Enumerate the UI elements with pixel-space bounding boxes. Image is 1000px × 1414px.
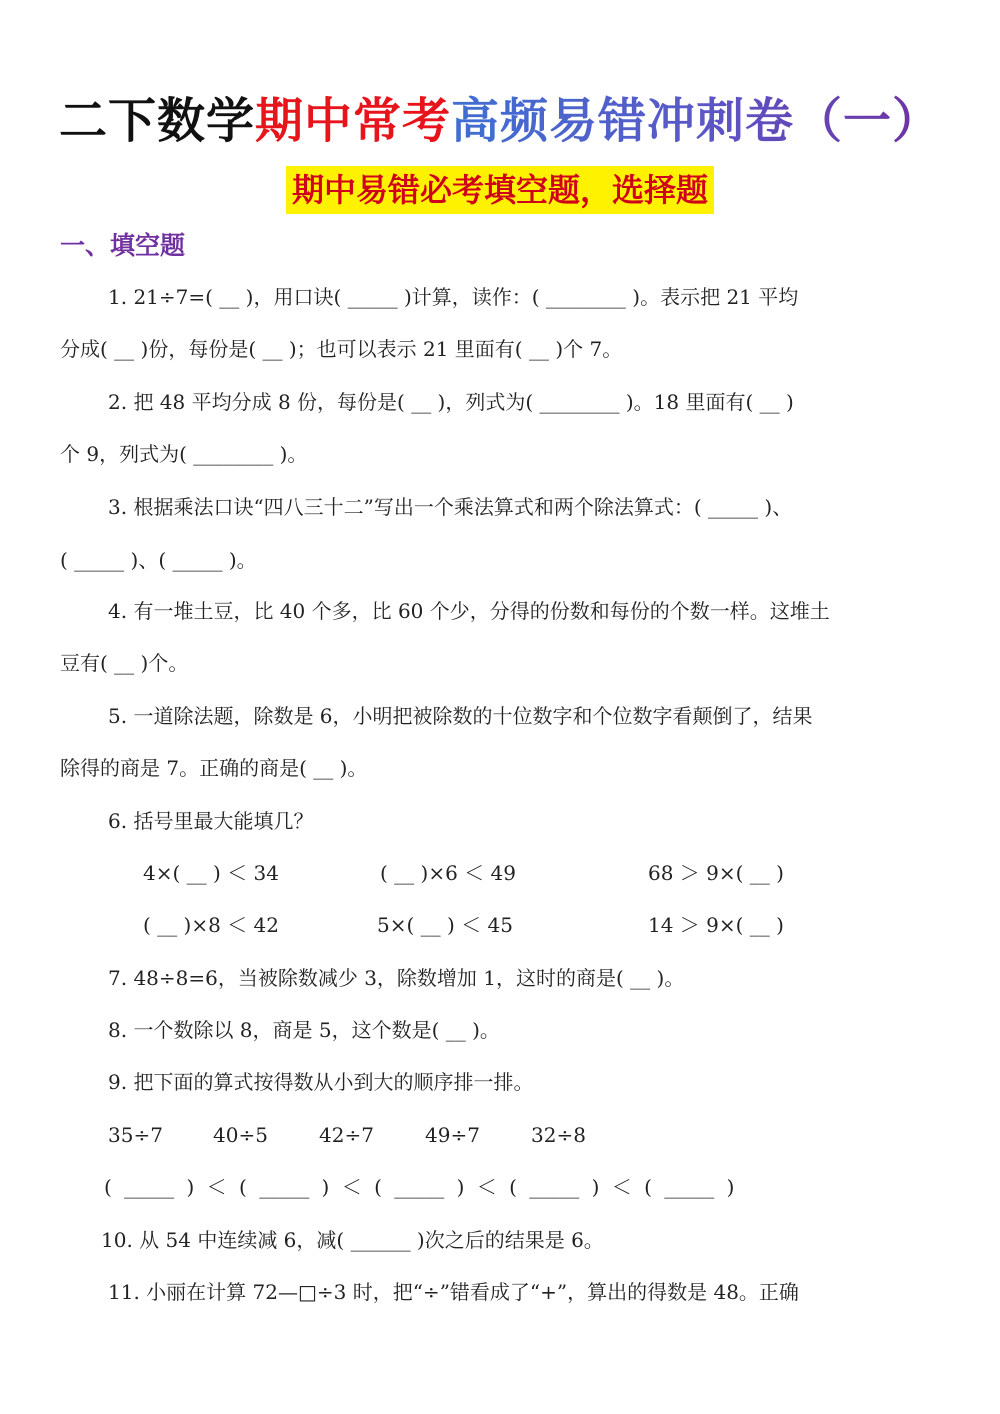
question-10: 10. 从 54 中连续减 6，减( ______ )次之后的结果是 6。 <box>101 1228 604 1252</box>
question-2-line-1: 2. 把 48 平均分成 8 份，每份是( __ )，列式为( ________ )。18 里面有( __ ) <box>108 390 794 414</box>
question-5-line-1: 5. 一道除法题，除数是 6，小明把被除数的十位数字和个位数字看颠倒了，结果 <box>108 704 813 728</box>
question-9-ordering-blanks: ( _____ ) ＜ ( _____ ) ＜ ( _____ ) ＜ ( _____ ) ＜ ( _____ ) <box>104 1175 735 1199</box>
question-7: 7. 48÷8=6，当被除数减少 3，除数增加 1，这时的商是( __ )。 <box>108 966 685 990</box>
question-6-item: 5×( __ ) ＜ 45 <box>377 913 513 937</box>
question-3-line-1: 3. 根据乘法口诀“四八三十二”写出一个乘法算式和两个除法算式：( _____ )、 <box>108 495 793 519</box>
title-part-grade: 二下数学 <box>58 93 255 149</box>
subtitle-row <box>0 166 1000 214</box>
title-part-highfreq: 高频易错冲刺卷（一） <box>451 93 942 149</box>
question-2-line-2: 个 9，列式为( ________ )。 <box>60 442 308 466</box>
page-subtitle: 期中易错必考填空题，选择题 <box>286 166 714 214</box>
question-4-line-2: 豆有( __ )个。 <box>60 651 189 675</box>
question-6-item: ( __ )×8 ＜ 42 <box>143 913 279 937</box>
question-9-expression: 49÷7 <box>425 1123 480 1147</box>
question-8: 8. 一个数除以 8，商是 5，这个数是( __ )。 <box>108 1018 500 1042</box>
question-6-item: ( __ )×6 ＜ 49 <box>380 861 516 885</box>
question-3-line-2: ( _____ )、( _____ )。 <box>60 548 257 572</box>
question-9-expression: 35÷7 <box>108 1123 163 1147</box>
question-1-line-1: 1. 21÷7=( __ )，用口诀( _____ )计算，读作：( ________ )。表示把 21 平均 <box>108 285 799 309</box>
question-11-line-1: 11. 小丽在计算 72—□÷3 时，把“÷”错看成了“+”，算出的得数是 48。正确 <box>108 1280 799 1304</box>
question-9-expression: 42÷7 <box>319 1123 374 1147</box>
section-heading-fill-in: 一、填空题 <box>60 231 186 260</box>
question-9-prompt: 9. 把下面的算式按得数从小到大的顺序排一排。 <box>108 1070 534 1094</box>
question-5-line-2: 除得的商是 7。正确的商是( __ )。 <box>60 756 368 780</box>
question-6-item: 4×( __ ) ＜ 34 <box>143 861 279 885</box>
title-part-midterm: 期中常考 <box>254 93 451 149</box>
page-title <box>0 82 1000 151</box>
question-4-line-1: 4. 有一堆土豆，比 40 个多，比 60 个少，分得的份数和每份的个数一样。这堆土 <box>108 599 830 623</box>
question-9-expression: 40÷5 <box>213 1123 268 1147</box>
question-6-item: 68 ＞ 9×( __ ) <box>648 861 784 885</box>
question-9-expression: 32÷8 <box>531 1123 586 1147</box>
question-6-item: 14 ＞ 9×( __ ) <box>648 913 784 937</box>
question-6-prompt: 6. 括号里最大能填几？ <box>108 809 314 833</box>
question-1-line-2: 分成( __ )份，每份是( __ )；也可以表示 21 里面有( __ )个 7。 <box>60 337 623 361</box>
